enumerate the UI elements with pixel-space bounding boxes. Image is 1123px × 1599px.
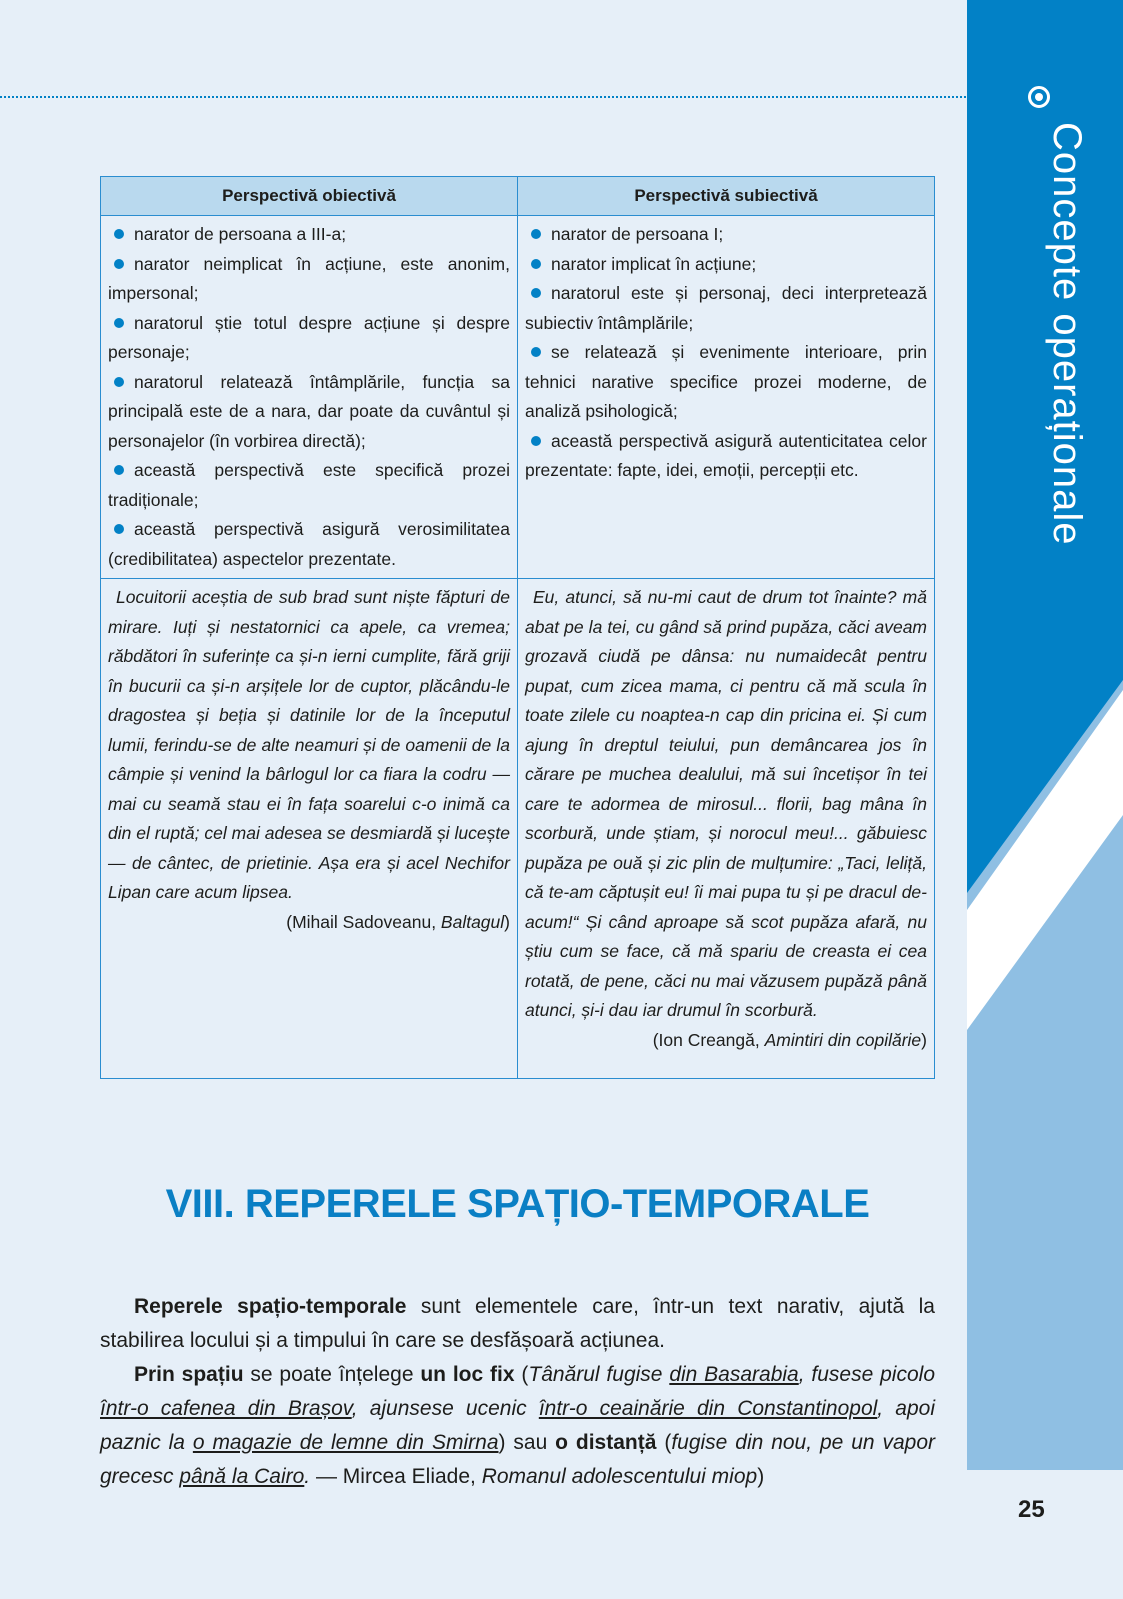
dotted-guide-line [0, 96, 1030, 98]
list-item: această perspectivă este specifică prozei tradiționale; [108, 456, 510, 515]
text: ) sau [498, 1431, 556, 1454]
text: ) [757, 1465, 765, 1488]
text: sunt elementele care, într-un text narativ, ajută la stabilirea locului și a timpului în care se desfășoară acțiunea. [100, 1295, 935, 1352]
example: . [304, 1465, 311, 1488]
subjective-example [518, 579, 935, 1079]
example: fugise din nou, pe un vapor grecesc [100, 1431, 936, 1488]
paragraph-definition [100, 1290, 935, 1358]
example: , fusese picolo [798, 1363, 936, 1386]
section-body [100, 1290, 935, 1494]
list-item: naratorul relatează întâmplările, funcția sa principală este de a nara, dar poate da cuvântul și personajelor (în vorbirea directă); [108, 368, 510, 457]
example-place: o magazie de lemne din Smirna [192, 1431, 499, 1454]
source-creanga [525, 1026, 927, 1056]
example: , ajunsese ucenic [351, 1397, 539, 1420]
source-close: ) [921, 1029, 927, 1050]
paragraph-space [100, 1358, 935, 1494]
page-number: 25 [1018, 1496, 1045, 1523]
list-item: narator de persoana a III-a; [108, 220, 510, 250]
text: ( [656, 1431, 672, 1454]
example-place: din Basarabia [669, 1363, 799, 1386]
source-sadoveanu [108, 908, 510, 938]
quote-sadoveanu: Locuitorii aceștia de sub brad sunt niște făpturi de mirare. Iuți și nestatornici ca apele, ca vremea; răbdători în suferințe ca și-n ierni cumplite, fără griji în bucurii ca și-n arșițele lor de cuptor, plăcându-le dragostea și beția și datinile lor de la începutul lumii, ferindu-se de alte neamuri și de oamenii de la câmpie și venind la bârlogul lor ca fiara la codru — mai cu seamă stau ei în fața soarelui c-o inimă ca din el ruptă; cel mai adesea se desmiardă și lucește — de cântec, de prietinie. Așa era și acel Nechifor Lipan care acum lipsea. [108, 587, 510, 902]
source-work: Baltagul [440, 911, 505, 932]
source-author: (Mihail Sadoveanu, [286, 911, 441, 932]
example: , apoi paznic la [100, 1397, 936, 1454]
text: — Mircea Eliade, [310, 1465, 482, 1488]
list-item: această perspectivă asigură verosimilitatea (credibilitatea) aspectelor prezentate. [108, 515, 510, 574]
list-item: această perspectivă asigură autenticitatea celor prezentate: fapte, idei, emoții, percepții etc. [525, 427, 927, 486]
term: o distanță [555, 1431, 657, 1454]
header-subjective: Perspectivă subiectivă [518, 177, 935, 216]
bullet-ring-icon [1028, 86, 1050, 108]
list-item: narator implicat în acțiune; [525, 250, 927, 280]
text: ( [514, 1363, 529, 1386]
perspective-table [100, 176, 935, 1079]
header-objective: Perspectivă obiectivă [101, 177, 518, 216]
side-tab-title: Concepte operaționale [1045, 122, 1089, 546]
text: se poate înțelege [243, 1363, 421, 1386]
source-close: ) [504, 911, 510, 932]
list-item: naratorul știe totul despre acțiune și despre personaje; [108, 309, 510, 368]
example-place: într-o ceainărie din Constantinopol [538, 1397, 878, 1420]
example: Tânărul fugise [528, 1363, 670, 1386]
subjective-points [518, 216, 935, 579]
term: un loc fix [420, 1363, 515, 1386]
example-place: într-o cafenea din Brașov [100, 1397, 352, 1420]
list-item: narator de persoana I; [525, 220, 927, 250]
objective-example [101, 579, 518, 1079]
example-work: Romanul adolescentului miop [481, 1465, 758, 1488]
section-title: VIII. REPERELE SPAȚIO-TEMPORALE [165, 1182, 870, 1226]
list-item: naratorul este și personaj, deci interpretează subiectiv întâmplările; [525, 279, 927, 338]
term: Reperele spațio-temporale [134, 1295, 407, 1318]
example-place: până la Cairo [179, 1465, 305, 1488]
source-author: (Ion Creangă, [652, 1029, 765, 1050]
list-item: narator neimplicat în acțiune, este anonim, impersonal; [108, 250, 510, 309]
objective-points [101, 216, 518, 579]
list-item: se relatează și evenimente interioare, prin tehnici narative specifice prozei moderne, de analiză psihologică; [525, 338, 927, 427]
term: Prin spațiu [134, 1363, 244, 1386]
source-work: Amintiri din copilărie [764, 1029, 922, 1050]
quote-creanga: Eu, atunci, să nu-mi caut de drum tot înainte? mă abat pe la tei, cu gând să prind pupăza, căci aveam grozavă ciudă pe dânsa: nu numaidecât pentru pupat, cum zicea mama, ci pentru că mă scula în toate zilele cu noaptea-n cap din pricina ei. Și cum ajung în dreptul teiului, pun demâncarea jos în cărare pe muchea dealului, mă sui încetișor în tei care te adormea de mirosul... florii, bag mâna în scorbură, unde știam, și norocul meu!... găbuiesc pupăza pe ouă și zic plin de mulțumire: „Taci, leliță, că te-am căptușit eu! îi mai pupa tu și pe dracul de-acum!“ Și când aproape să scot pupăza afară, nu știu cum se face, că mă spariu de creasta ei cea rotată, de pene, căci nu mai văzusem pupăză până atunci, și-i dau iar drumul în scorbură. [525, 587, 927, 1020]
